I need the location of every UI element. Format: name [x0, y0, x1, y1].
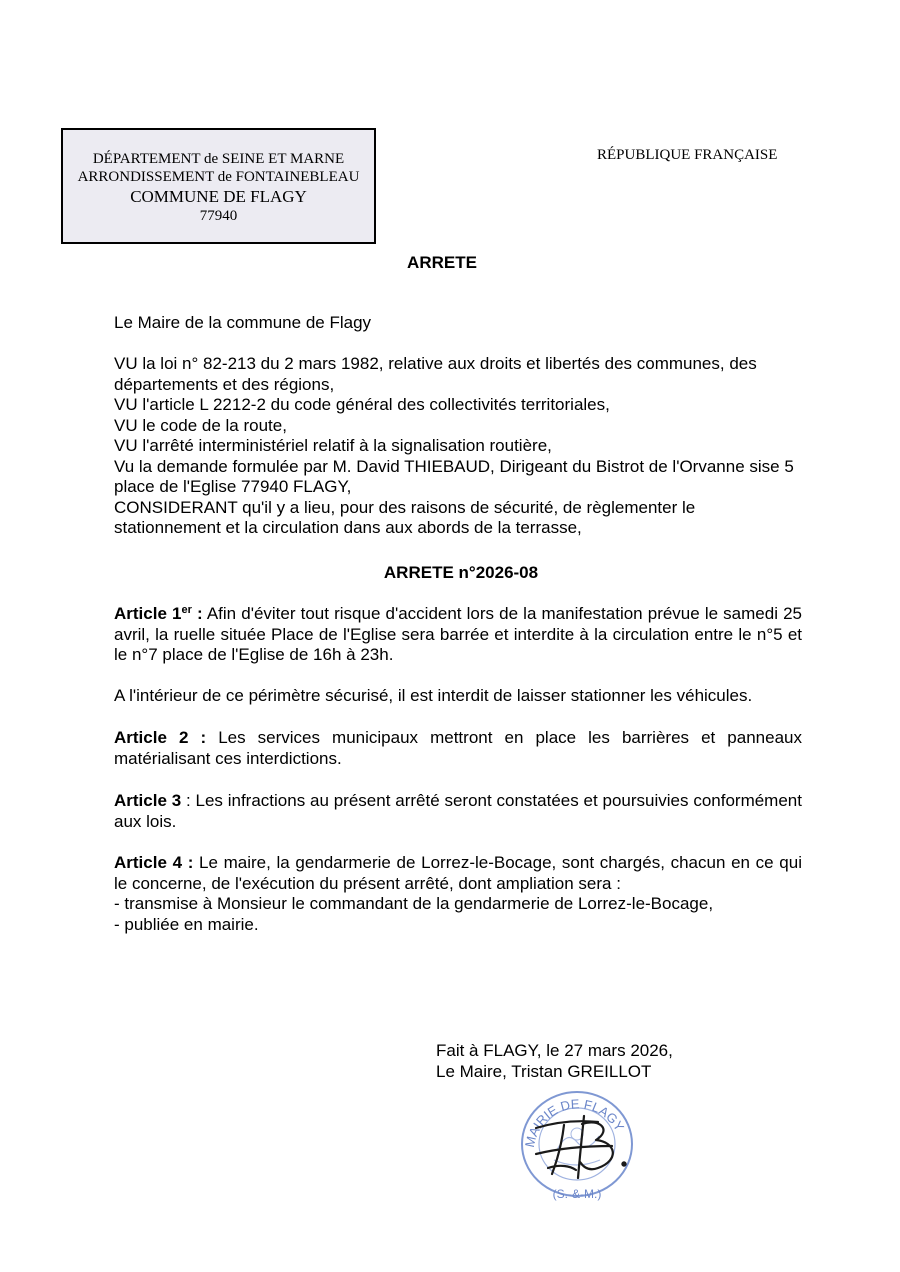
- arrondissement-line: ARRONDISSEMENT de FONTAINEBLEAU: [77, 169, 360, 185]
- article-1-text: Afin d'éviter tout risque d'accident lors de la manifestation prévue le samedi 25 avril, la ruelle située Place de l'Eglise sera barrée et interdite à la circulation entre le n°5 et le n°7 place de l'Eglise de 16h à 23h.: [114, 604, 802, 664]
- commune-line: COMMUNE DE FLAGY: [130, 187, 307, 206]
- stamp-bottom-text: (S.-&-M.): [552, 1187, 602, 1201]
- commune-header-box: [61, 128, 376, 244]
- visa-item: VU le code de la route,: [114, 415, 287, 435]
- considerant-item: CONSIDERANT qu'il y a lieu, pour des raisons de sécurité, de règlementer le stationnement et la circulation dans aux abords de la terrasse,: [114, 497, 696, 537]
- visa-item: VU l'arrêté interministériel relatif à la signalisation routière,: [114, 436, 552, 455]
- article-1-extra: A l'intérieur de ce périmètre sécurisé, il est interdit de laisser stationner les véhicules.: [114, 686, 753, 705]
- article-1: [114, 604, 802, 666]
- signatory: Le Maire, Tristan GREILLOT: [436, 1062, 652, 1081]
- article-2: [114, 728, 802, 769]
- article-3-text: : Les infractions au présent arrêté seront constatées et poursuivies conformément aux lois.: [114, 791, 802, 831]
- ampliation-item: - transmise à Monsieur le commandant de la gendarmerie de Lorrez-le-Bocage,: [114, 894, 714, 913]
- visa-item: Vu la demande formulée par M. David THIEBAUD, Dirigeant du Bistrot de l'Orvanne sise 5 place de l'Eglise 77940 FLAGY,: [114, 456, 794, 496]
- article-2-label: Article 2 :: [114, 728, 207, 747]
- mairie-stamp: [512, 1088, 642, 1203]
- article-1-label: Article 1er :: [114, 604, 203, 623]
- article-2-text: Les services municipaux mettront en place les barrières et panneaux matérialisant ces interdictions.: [114, 728, 802, 768]
- intro-line: Le Maire de la commune de Flagy: [114, 313, 372, 332]
- article-3-label: Article 3: [114, 791, 182, 810]
- stamp-top-text: MAIRIE DE FLAGY: [521, 1096, 628, 1149]
- article-3: [114, 791, 802, 832]
- visas-section: [114, 354, 802, 539]
- departement-line: DÉPARTEMENT de SEINE ET MARNE: [92, 151, 345, 167]
- place-date: Fait à FLAGY, le 27 mars 2026,: [436, 1041, 673, 1060]
- article-4: [114, 853, 802, 935]
- republique-label: RÉPUBLIQUE FRANÇAISE: [597, 147, 778, 163]
- signature-block: [436, 1040, 673, 1082]
- document-title: ARRETE: [407, 253, 477, 272]
- article-4-text: Le maire, la gendarmerie de Lorrez-le-Bocage, sont chargés, chacun en ce qui le concerne, de l'exécution du présent arrêté, dont ampliation sera :: [114, 853, 802, 893]
- postal-code-line: 77940: [199, 208, 238, 224]
- visa-item: VU la loi n° 82-213 du 2 mars 1982, relative aux droits et libertés des communes, des départements et des régions,: [114, 354, 757, 394]
- ampliation-item: - publiée en mairie.: [114, 914, 259, 934]
- article-4-label: Article 4 :: [114, 853, 194, 872]
- arrete-number: ARRETE n°2026-08: [383, 563, 539, 582]
- visa-item: VU l'article L 2212-2 du code général des collectivités territoriales,: [114, 395, 610, 414]
